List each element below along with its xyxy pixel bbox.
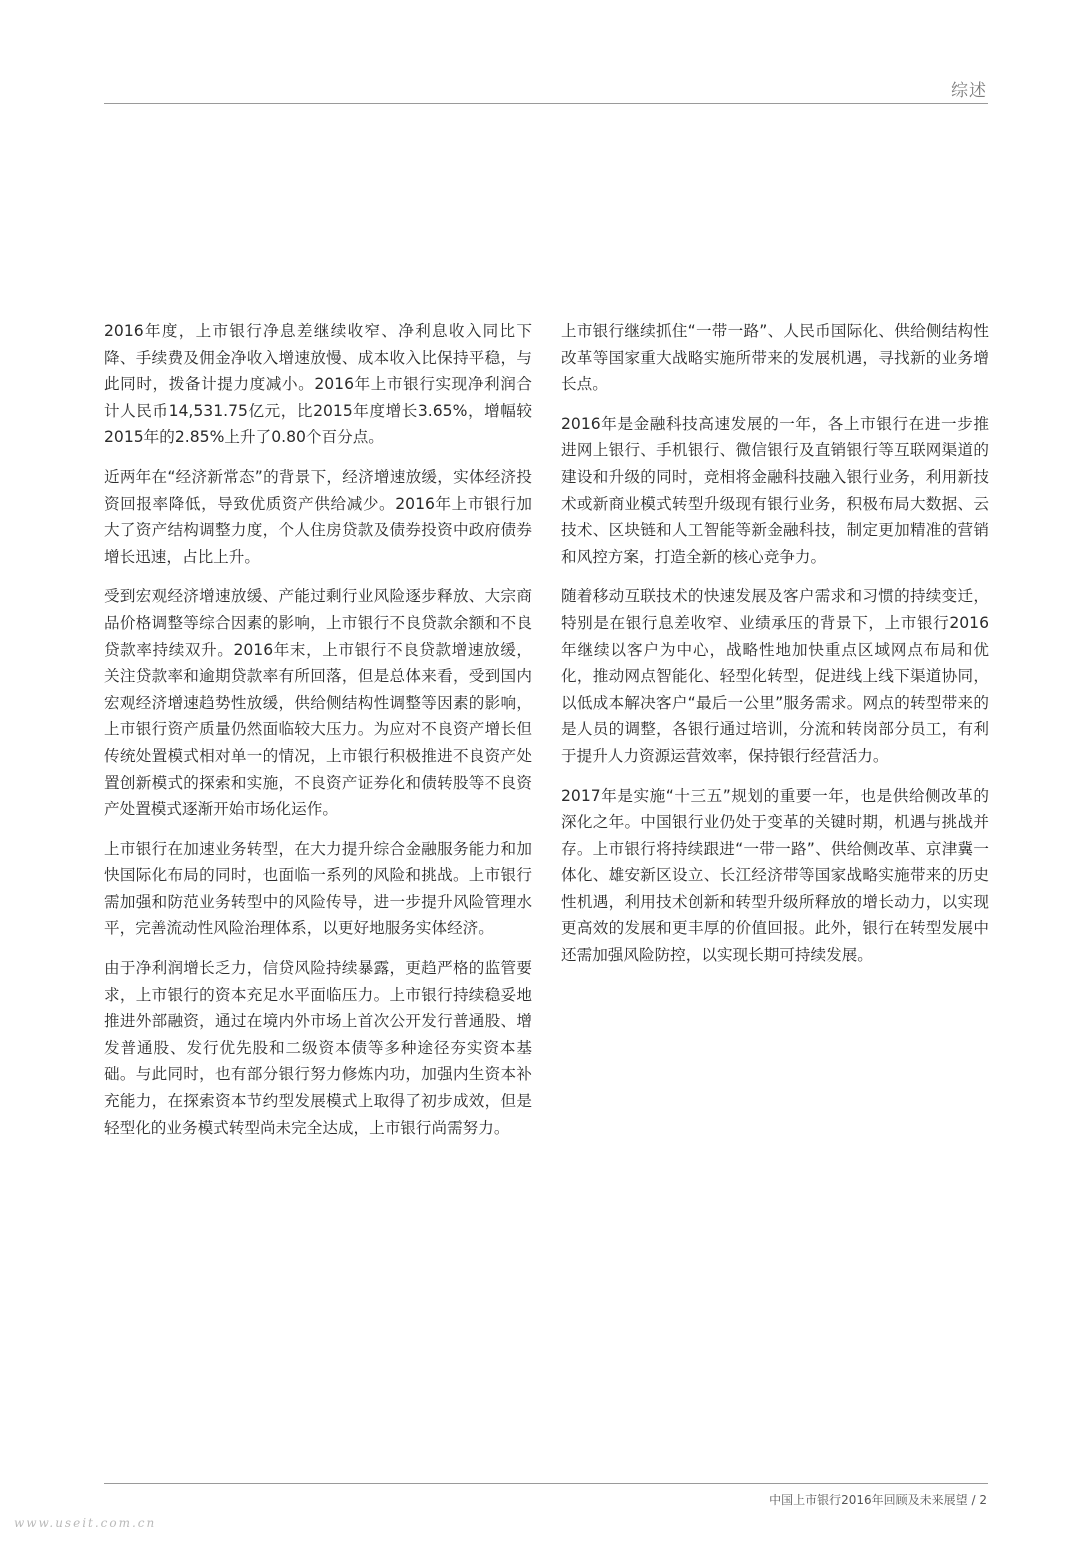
paragraph: 上市银行在加速业务转型，在大力提升综合金融服务能力和加快国际化布局的同时，也面临一系列的风险和挑战。上市银行需加强和防范业务转型中的风险传导，进一步提升风险管理水平，完善流动性风险治理体系，以更好地服务实体经济。 — [104, 839, 532, 938]
right-column — [561, 318, 989, 982]
section-title: 综述 — [951, 81, 987, 101]
paragraph: 上市银行继续抓住“一带一路”、人民币国际化、供给侧结构性改革等国家重大战略实施所带来的发展机遇，寻找新的业务增长点。 — [561, 322, 989, 394]
footer-doc-title: 中国上市银行2016年回顾及未来展望 — [769, 1493, 968, 1507]
paragraph: 2016年是金融科技高速发展的一年，各上市银行在进一步推进网上银行、手机银行、微信银行及直销银行等互联网渠道的建设和升级的同时，竞相将金融科技融入银行业务，利用新技术或新商业模式转型升级现有银行业务，积极布局大数据、云技术、区块链和人工智能等新金融科技，制定更加精准的营销和风控方案，打造全新的核心竞争力。 — [561, 414, 989, 566]
footer-separator: / — [971, 1493, 980, 1507]
paragraph: 受到宏观经济增速放缓、产能过剩行业风险逐步释放、大宗商品价格调整等综合因素的影响，上市银行不良贷款余额和不良贷款率持续双升。2016年末，上市银行不良贷款增速放缓，关注贷款率和逾期贷款率有所回落，但是总体来看，受到国内宏观经济增速趋势性放缓，供给侧结构性调整等因素的影响，上市银行资产质量仍然面临较大压力。为应对不良资产增长但传统处置模式相对单一的情况，上市银行积极推进不良资产处置创新模式的探索和实施，不良资产证券化和债转股等不良资产处置模式逐渐开始市场化运作。 — [104, 587, 532, 819]
paragraph: 由于净利润增长乏力，信贷风险持续暴露，更趋严格的监管要求，上市银行的资本充足水平面临压力。上市银行持续稳妥地推进外部融资，通过在境内外市场上首次公开发行普通股、增发普通股、发行优先股和二级资本债等多种途径夯实资本基础。与此同时，也有部分银行努力修炼内功，加强内生资本补充能力，在探索资本节约型发展模式上取得了初步成效，但是轻型化的业务模式转型尚未完全达成，上市银行尚需努力。 — [104, 959, 532, 1137]
paragraph: 2016年度，上市银行净息差继续收窄、净利息收入同比下降、手续费及佣金净收入增速放慢、成本收入比保持平稳，与此同时，拨备计提力度减小。2016年上市银行实现净利润合计人民币14,531.75亿元，比2015年度增长3.65%，增幅较2015年的2.85%上升了0.80个百分点。 — [104, 322, 532, 447]
watermark: www.useit.com.cn — [14, 1516, 157, 1530]
paragraph: 2017年是实施“十三五”规划的重要一年，也是供给侧改革的深化之年。中国银行业仍处于变革的关键时期，机遇与挑战并存。上市银行将持续跟进“一带一路”、供给侧改革、京津冀一体化、雄安新区设立、长江经济带等国家战略实施带来的历史性机遇，利用技术创新和转型升级所释放的增长动力，以实现更高效的发展和更丰厚的价值回报。此外，银行在转型发展中还需加强风险防控，以实现长期可持续发展。 — [561, 786, 989, 965]
footer-divider — [104, 1483, 988, 1484]
paragraph: 随着移动互联技术的快速发展及客户需求和习惯的持续变迁，特别是在银行息差收窄、业绩承压的背景下，上市银行2016年继续以客户为中心，战略性地加快重点区域网点布局和优化，推动网点智能化、轻型化转型，促进线上线下渠道协同，以低成本解决客户“最后一公里”服务需求。网点的转型带来的是人员的调整，各银行通过培训，分流和转岗部分员工，有利于提升人力资源运营效率，保持银行经营活力。 — [561, 587, 989, 765]
header-divider — [104, 103, 988, 104]
page-number: 2 — [979, 1493, 987, 1507]
left-column — [104, 318, 532, 1154]
page-footer — [769, 1491, 987, 1508]
paragraph: 近两年在“经济新常态”的背景下，经济增速放缓，实体经济投资回报率降低，导致优质资产供给减少。2016年上市银行加大了资产结构调整力度，个人住房贷款及债券投资中政府债券增长迅速，占比上升。 — [104, 467, 532, 566]
